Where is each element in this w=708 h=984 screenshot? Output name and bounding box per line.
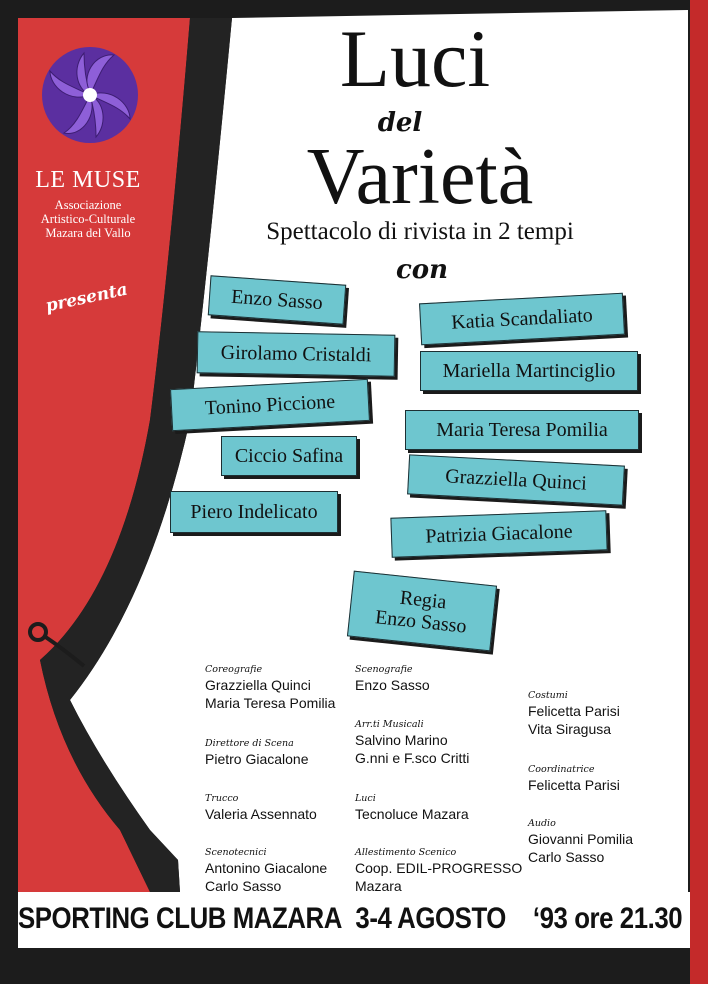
credit-name: Carlo Sasso <box>205 878 282 894</box>
cast-name-box: Enzo Sasso <box>208 275 346 324</box>
credit-allestimento <box>355 846 522 895</box>
credit-coordinatrice <box>528 763 620 794</box>
credit-name: Tecnoluce Mazara <box>355 806 469 822</box>
credit-name: Salvino Marino <box>355 732 448 748</box>
regia-name: Enzo Sasso <box>374 606 468 638</box>
le-muse-logo-icon <box>40 45 140 145</box>
title-luci: Luci <box>339 13 491 104</box>
credit-name: Felicetta Parisi <box>528 703 620 719</box>
credit-role: Scenografie <box>355 664 413 675</box>
credit-name: Mazara <box>355 878 402 894</box>
credit-role: Trucco <box>205 793 239 804</box>
cast-name-box: Grazziella Quinci <box>407 454 625 505</box>
credit-role: Coordinatrice <box>528 764 595 775</box>
credit-direttore <box>205 737 309 768</box>
footer-dates: 3-4 AGOSTO <box>355 902 506 935</box>
footer-banner <box>18 902 683 942</box>
credit-name: G.nni e F.sco Critti <box>355 750 470 766</box>
credit-role: Allestimento Scenico <box>355 847 457 858</box>
footer-venue: SPORTING CLUB MAZARA <box>18 902 342 935</box>
credit-name: Enzo Sasso <box>355 677 430 693</box>
credit-trucco <box>205 792 317 823</box>
credit-name: Carlo Sasso <box>528 849 605 865</box>
credit-name: Giovanni Pomilia <box>528 831 634 847</box>
credit-name: Maria Teresa Pomilia <box>205 695 336 711</box>
organization-line-2: Artistico-Culturale <box>40 212 136 226</box>
presenta-text: presenta <box>43 279 130 317</box>
credit-name: Felicetta Parisi <box>528 777 620 793</box>
credit-role: Arr.ti Musicali <box>355 719 424 730</box>
credit-scenografie <box>355 663 430 694</box>
credit-musicali <box>355 718 469 767</box>
credit-costumi <box>528 689 620 738</box>
credit-name: Pietro Giacalone <box>205 751 309 767</box>
credit-coreografie <box>205 663 335 712</box>
cast-name-box: Piero Indelicato <box>170 491 338 533</box>
credit-role: Direttore di Scena <box>205 738 294 749</box>
credit-name: Valeria Assennato <box>205 806 317 822</box>
cast-name-box: Maria Teresa Pomilia <box>405 410 639 450</box>
credit-name: Antonino Giacalone <box>205 860 328 876</box>
credit-name: Vita Siragusa <box>528 721 612 737</box>
credit-role: Scenotecnici <box>205 847 267 858</box>
organization-name: LE MUSE <box>35 167 141 193</box>
credit-scenotecnici <box>205 846 327 895</box>
title-del: del <box>377 108 423 138</box>
regia-label: Regia <box>398 586 448 614</box>
subtitle: Spettacolo di rivista in 2 tempi <box>266 218 574 245</box>
credit-name: Grazziella Quinci <box>205 677 311 693</box>
organization-line-3: Mazara del Vallo <box>45 226 131 240</box>
cast-name-box: Patrizia Giacalone <box>390 510 607 558</box>
credit-role: Audio <box>528 818 556 829</box>
credit-role: Costumi <box>528 690 568 701</box>
footer-year-time: ‘93 ore 21.30 <box>532 902 683 935</box>
con-text: con <box>395 255 449 285</box>
cast-name-box: Ciccio Safina <box>221 436 357 476</box>
cast-name-box: Katia Scandaliato <box>419 293 625 346</box>
credit-name: Coop. EDIL-PROGRESSO <box>355 860 523 876</box>
credit-audio <box>528 817 633 866</box>
cast-name-box: Girolamo Cristaldi <box>197 331 396 376</box>
cast-name-box: Mariella Martinciglio <box>420 351 638 391</box>
cast-name-box: Tonino Piccione <box>170 379 370 431</box>
credit-luci <box>355 792 469 823</box>
organization-line-1: Associazione <box>54 198 122 212</box>
credit-role: Coreografie <box>205 664 263 675</box>
title-varieta: Varietà <box>306 133 534 221</box>
credit-role: Luci <box>355 793 376 804</box>
